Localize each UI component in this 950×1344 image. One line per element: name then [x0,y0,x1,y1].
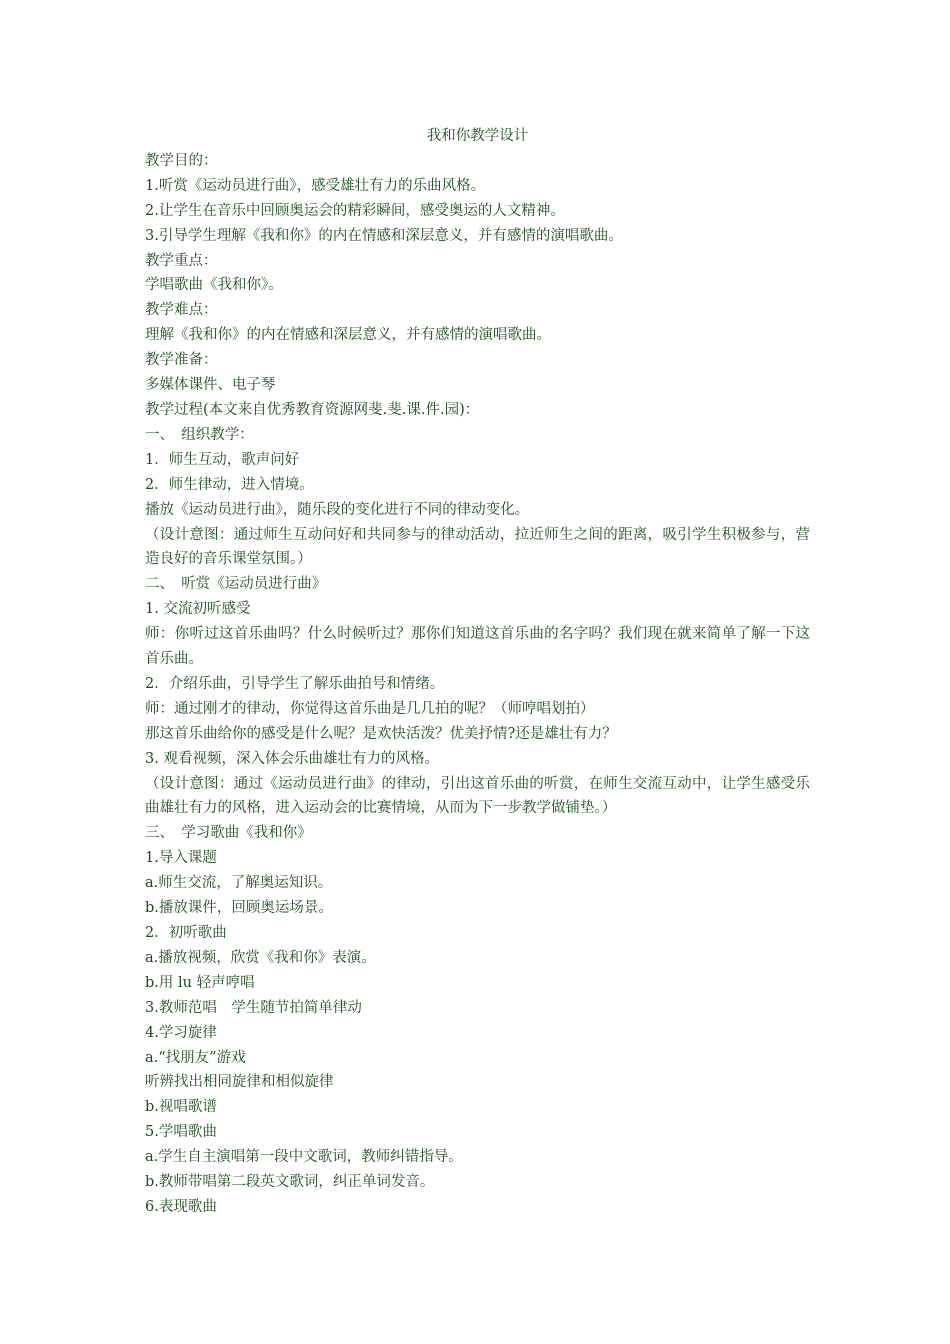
paragraph-line: 师：你听过这首乐曲吗？什么时候听过？那你们知道这首乐曲的名字吗？我们现在就来简单了解一下这首乐曲。 [145,626,810,668]
paragraph-line: 师：通过刚才的律动，你觉得这首乐曲是几几拍的呢？（师哼唱划拍） [145,700,595,717]
paragraph-line: 理解《我和你》的内在情感和深层意义，并有感情的演唱歌曲。 [145,327,551,344]
document-page [145,124,810,1220]
document-title: 我和你教学设计 [426,128,529,144]
paragraph-line: 教学目的： [145,152,218,169]
paragraph-line: 教学难点： [145,302,218,319]
paragraph-line: 4.学习旋律 [145,1024,217,1041]
paragraph-line: 1.听赏《运动员进行曲》，感受雄壮有力的乐曲风格。 [145,177,486,194]
document-body [145,149,810,1220]
paragraph-line: 2．介绍乐曲，引导学生了解乐曲拍号和情绪。 [145,675,445,692]
paragraph-line: a.师生交流，了解奥运知识。 [145,875,333,892]
paragraph-line: 教学过程(本文来自优秀教育资源网斐.斐.课.件.园)： [145,401,480,418]
paragraph-line: b.视唱歌谱 [145,1099,217,1116]
paragraph-line: b.用 lu 轻声哼唱 [145,974,255,991]
paragraph-line: a.播放视频，欣赏《我和你》表演。 [145,949,376,966]
paragraph-line: 学唱歌曲《我和你》。 [145,277,283,294]
paragraph-line: （设计意图：通过师生互动问好和共同参与的律动活动，拉近师生之间的距离，吸引学生积极参与，营造良好的音乐课堂氛围。） [145,526,810,568]
paragraph-line: 2.让学生在音乐中回顾奥运会的精彩瞬间，感受奥运的人文精神。 [145,202,565,219]
paragraph-line: a.学生自主演唱第一段中文歌词，教师纠错指导。 [145,1149,463,1166]
paragraph-line: 二、 听赏《运动员进行曲》 [145,576,327,593]
paragraph-line: 1．师生互动，歌声问好 [145,451,300,468]
paragraph-line: 2．师生律动，进入情境。 [145,476,314,493]
paragraph-line: 多媒体课件、电子琴 [145,377,276,394]
paragraph-line: 3.教师范唱 学生随节拍简单律动 [145,999,362,1016]
paragraph-line: 教学准备： [145,352,218,369]
paragraph-line: 3.引导学生理解《我和你》的内在情感和深层意义，并有感情的演唱歌曲。 [145,227,623,244]
paragraph-line: 1. 交流初听感受 [145,601,251,618]
paragraph-line: （设计意图：通过《运动员进行曲》的律动，引出这首乐曲的听赏，在师生交流互动中，让学生感受乐曲雄壮有力的风格，进入运动会的比赛情境，从而为下一步教学做铺垫。） [145,775,810,817]
paragraph-line: 6.表现歌曲 [145,1198,217,1215]
paragraph-line: 播放《运动员进行曲》，随乐段的变化进行不同的律动变化。 [145,501,530,518]
paragraph-line: 听辨找出相同旋律和相似旋律 [145,1074,334,1091]
paragraph-line: 一、 组织教学： [145,426,254,443]
paragraph-line: 3. 观看视频，深入体会乐曲雄壮有力的风格。 [145,750,439,767]
paragraph-line: 三、 学习歌曲《我和你》 [145,825,312,842]
paragraph-line: 2．初听歌曲 [145,925,227,941]
paragraph-line: b.播放课件，回顾奥运场景。 [145,900,333,917]
paragraph-line: 1.导入课题 [145,850,217,867]
paragraph-line: 教学重点： [145,252,218,269]
paragraph-line: b.教师带唱第二段英文歌词，纠正单词发音。 [145,1174,435,1191]
paragraph-line: a.“找朋友”游戏 [145,1049,246,1066]
paragraph-line: 那这首乐曲给你的感受是什么呢？是欢快活泼？优美抒情?还是雄壮有力？ [145,725,617,742]
paragraph-line: 5.学唱歌曲 [145,1124,217,1141]
